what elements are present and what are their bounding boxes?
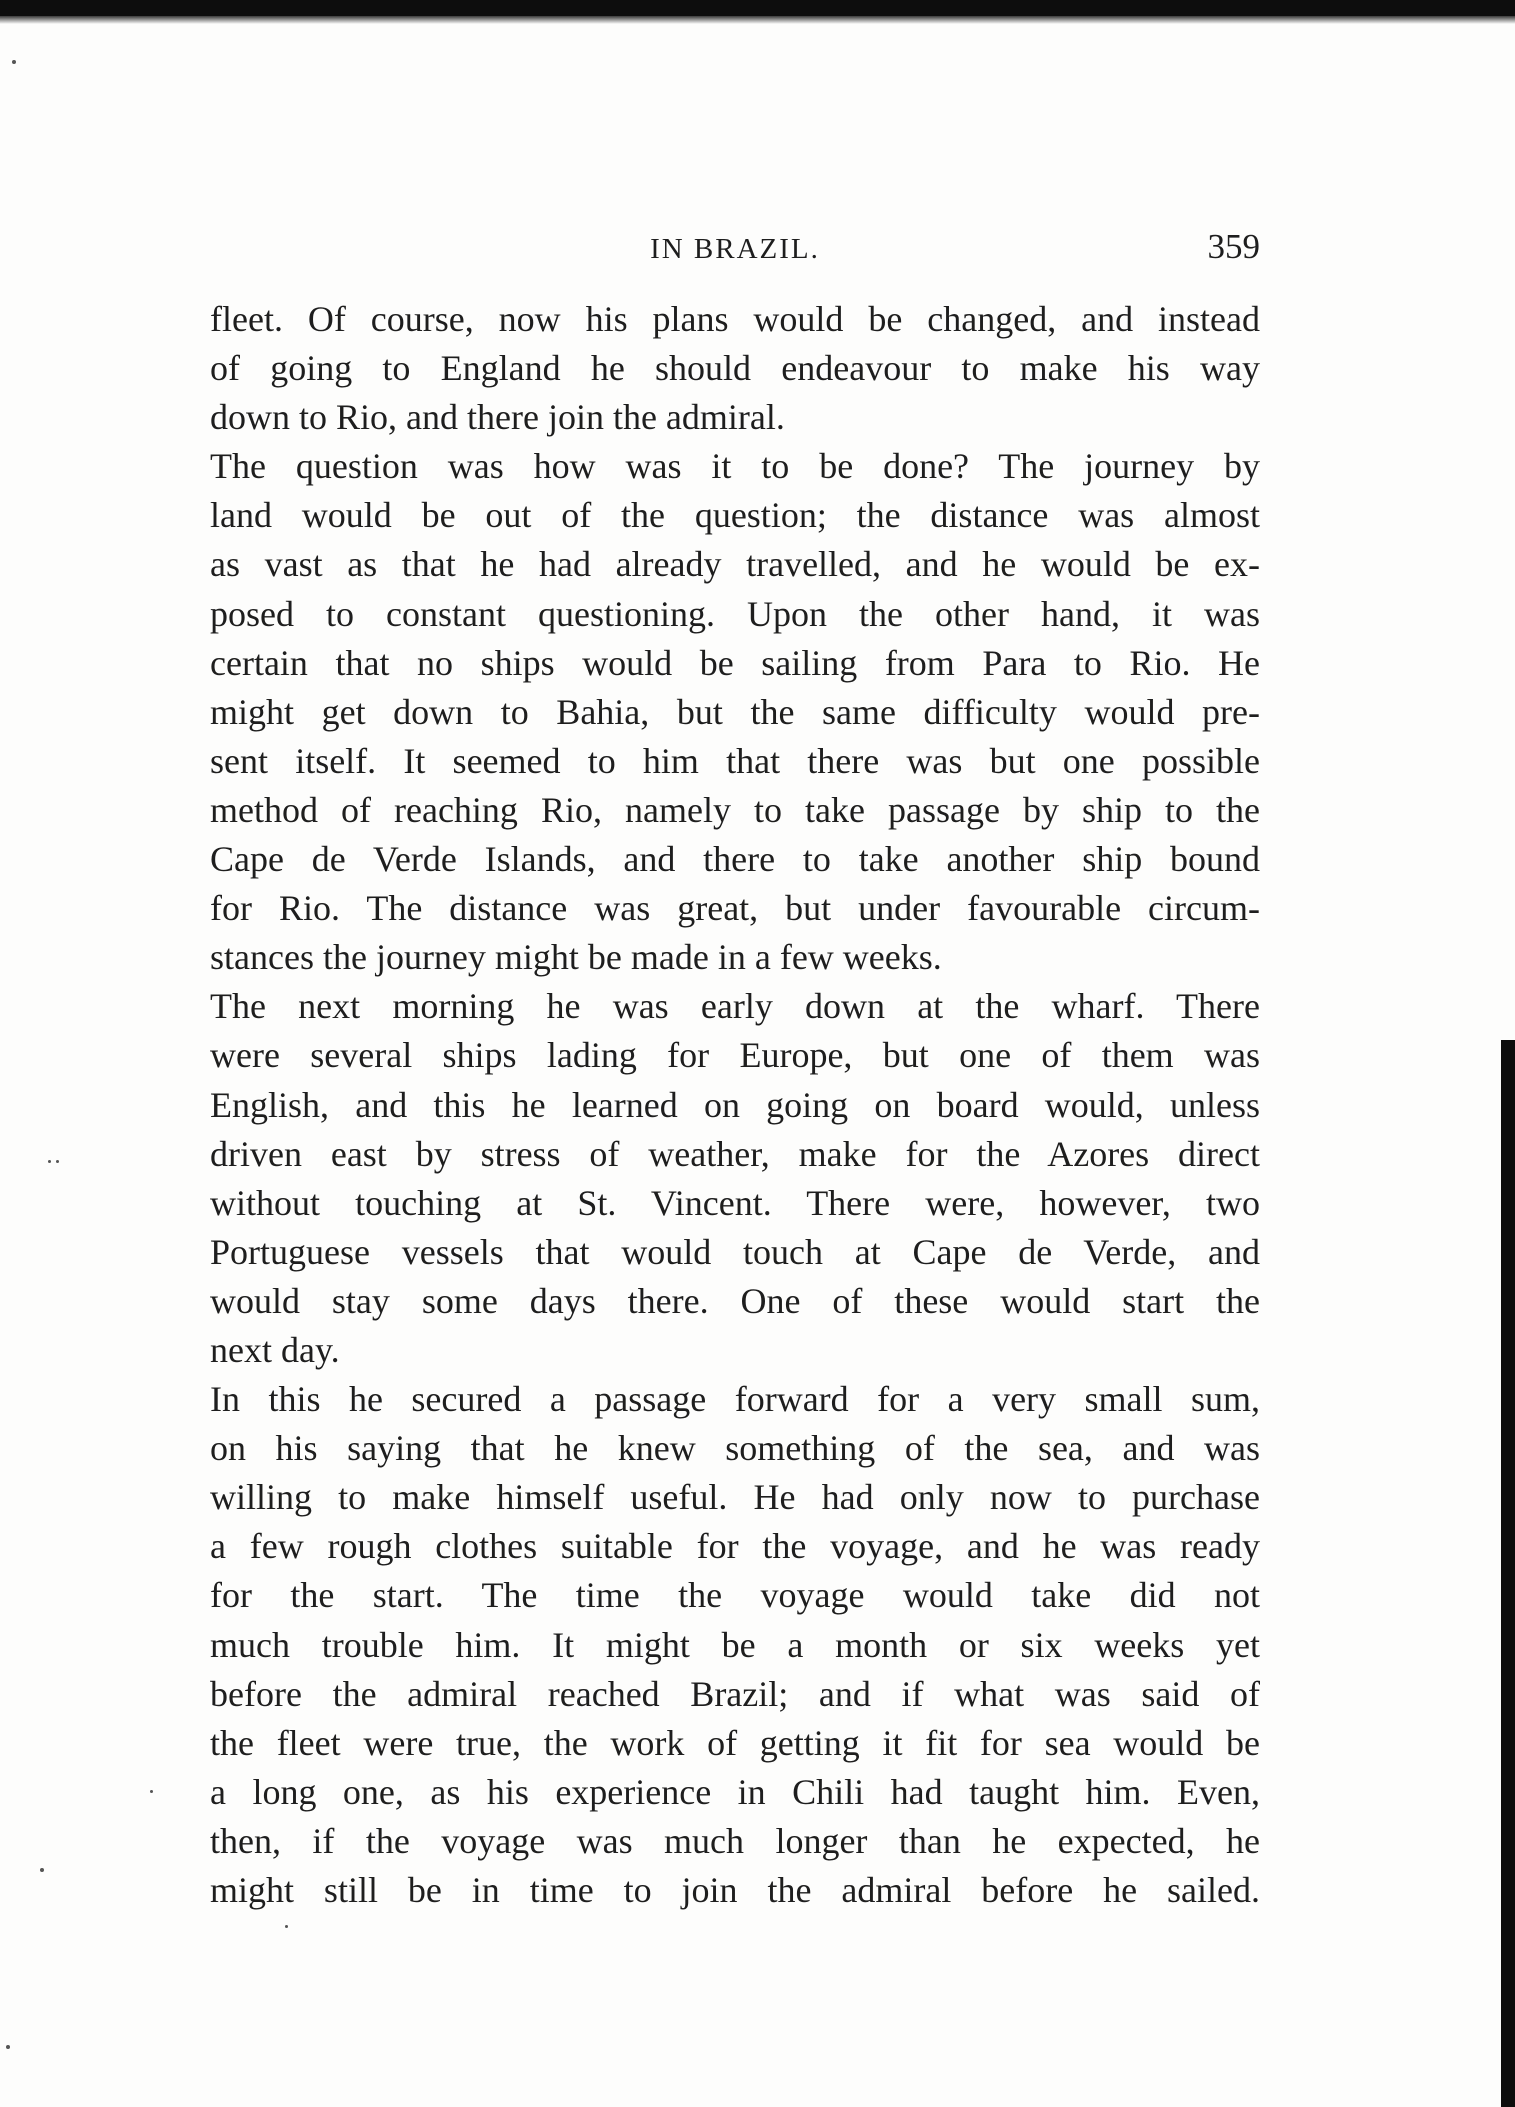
scan-edge-right: [1501, 1040, 1515, 2107]
text-line: posed to constant questioning. Upon the other hand, it was: [210, 593, 1260, 634]
text-line: for the start. The time the voyage would take did not: [210, 1575, 1260, 1616]
text-line: a long one, as his experience in Chili had taught him. Even,: [210, 1771, 1260, 1812]
text-line: The next morning he was early down at the wharf. There: [210, 986, 1260, 1027]
text-line: were several ships lading for Europe, but one of them was: [210, 1035, 1260, 1076]
body-text: [210, 295, 1260, 1915]
text-line: without touching at St. Vincent. There were, however, two: [210, 1182, 1260, 1223]
text-line: would stay some days there. One of these would start the: [210, 1280, 1260, 1321]
text-line: method of reaching Rio, namely to take passage by ship to the: [210, 789, 1260, 830]
text-line: much trouble him. It might be a month or six weeks yet: [210, 1624, 1260, 1665]
text-line: down to Rio, and there join the admiral.: [210, 397, 785, 438]
paragraph-2: [210, 442, 1260, 982]
text-line: a few rough clothes suitable for the voyage, and he was ready: [210, 1526, 1260, 1567]
text-line: land would be out of the question; the distance was almost: [210, 495, 1260, 536]
scan-edge-top: [0, 0, 1515, 16]
paragraph-4: [210, 1375, 1260, 1915]
running-head: [210, 225, 1260, 275]
text-line: for Rio. The distance was great, but under favourable circum-: [210, 888, 1260, 929]
paragraph-1: [210, 295, 1260, 442]
text-line: driven east by stress of weather, make for the Azores direct: [210, 1133, 1260, 1174]
paragraph-3: [210, 982, 1260, 1375]
text-line: fleet. Of course, now his plans would be changed, and instead: [210, 299, 1260, 339]
text-line: willing to make himself useful. He had only now to purchase: [210, 1477, 1260, 1518]
text-line: stances the journey might be made in a few weeks.: [210, 937, 942, 978]
text-line: The question was how was it to be done? The journey by: [210, 446, 1260, 487]
text-line: the fleet were true, the work of getting it fit for sea would be: [210, 1722, 1260, 1763]
text-line: of going to England he should endeavour to make his way: [210, 348, 1260, 389]
text-line: before the admiral reached Brazil; and if what was said of: [210, 1673, 1260, 1714]
running-head-title: IN BRAZIL.: [650, 233, 820, 265]
text-line: English, and this he learned on going on board would, unless: [210, 1084, 1260, 1125]
text-line: sent itself. It seemed to him that there was but one possible: [210, 740, 1260, 781]
text-line: In this he secured a passage forward for a very small sum,: [210, 1379, 1260, 1420]
text-line: Portuguese vessels that would touch at Cape de Verde, and: [210, 1231, 1260, 1272]
page-number: 359: [1207, 227, 1260, 266]
scan-edge-shadow: [0, 16, 1515, 24]
text-line: next day.: [210, 1329, 340, 1370]
text-line: on his saying that he knew something of the sea, and was: [210, 1428, 1260, 1469]
text-line: Cape de Verde Islands, and there to take another ship bound: [210, 839, 1260, 880]
text-line: might still be in time to join the admiral before he sailed.: [210, 1870, 1260, 1910]
text-line: as vast as that he had already travelled, and he would be ex-: [210, 544, 1260, 585]
text-line: might get down to Bahia, but the same difficulty would pre-: [210, 691, 1260, 732]
text-line: certain that no ships would be sailing from Para to Rio. He: [210, 642, 1260, 683]
text-line: then, if the voyage was much longer than he expected, he: [210, 1820, 1260, 1861]
